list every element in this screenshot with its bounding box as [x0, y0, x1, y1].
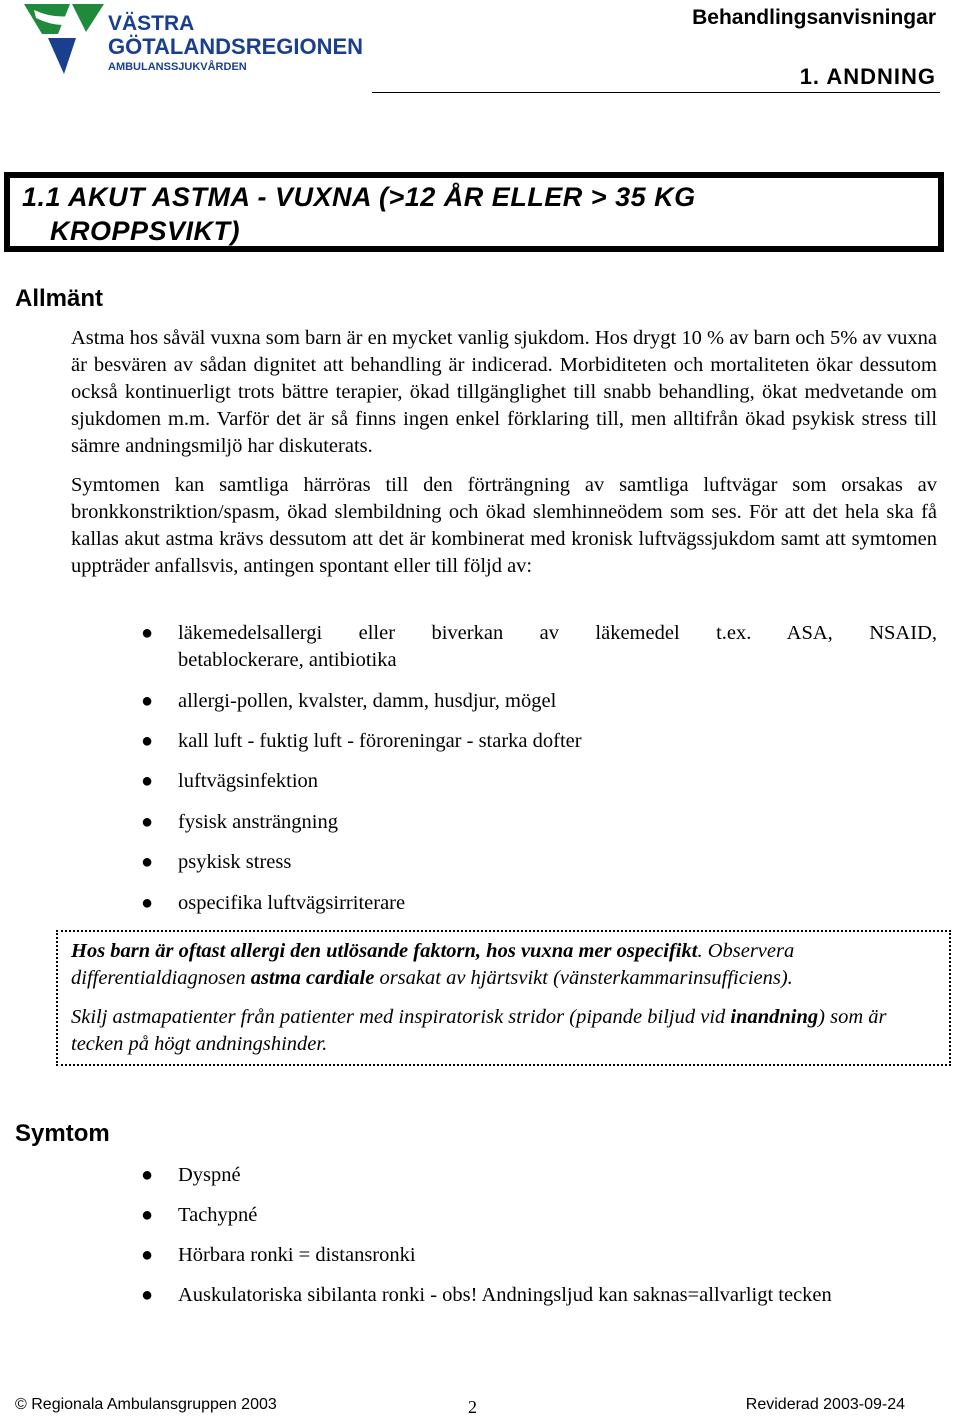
section-title-line2: KROPPSVIKT)	[50, 216, 241, 246]
list-item	[71, 1162, 937, 1189]
allmant-paragraph-2: Symtomen kan samtliga härröras till den förträngning av samtliga luftvägar som orsakas av bronkkonstriktion/spasm, ökad slembildning och ökad slemhinneödem som ses. För att det hela ska få kallas akut astma krävs dessutom att det är kombinerat med kronisk luftvägssjukdom samt att symtomen uppträder anfallsvis, antingen spontant eller till följd av:	[71, 474, 937, 577]
trigger-item: allergi-pollen, kvalster, damm, husdjur, mögel	[178, 690, 557, 712]
bullet-icon: ●	[141, 851, 154, 873]
bullet-icon: ●	[141, 622, 154, 644]
notice-text-span: Skilj astmapatienter från patienter med inspiratorisk stridor (pipande biljud vid	[71, 1006, 731, 1028]
notice-paragraph-1	[71, 938, 941, 992]
bullet-icon: ●	[141, 811, 154, 833]
symptom-item: Tachypné	[178, 1204, 258, 1226]
heading-allmant: Allmänt	[15, 285, 104, 312]
list-item	[71, 620, 937, 674]
chapter-label: 1. ANDNING	[799, 64, 936, 89]
symptom-list	[71, 1162, 937, 1309]
allmant-paragraph-1: Astma hos såväl vuxna som barn är en mycket vanlig sjukdom. Hos drygt 10 % av barn och 5% av vuxna är besvären av sådan dignitet att behandling är indicerad. Morbiditeten och mortaliteten ökar dessutom också kontinuerligt trots bättre terapier, ökad tillgänglighet till snabb behandling, ökat medvetande om sjukdomen m.m. Varför det är så finns ingen enkel förklaring till, men alltifrån ökad psykisk stress till sämre andningsmiljö har diskuterats.	[71, 327, 937, 457]
list-item	[71, 849, 937, 876]
section-title-line1: 1.1 AKUT ASTMA - VUXNA (>12 ÅR ELLER > 35 KG	[22, 182, 696, 212]
bullet-icon: ●	[141, 1204, 154, 1226]
list-item	[71, 890, 937, 917]
trigger-first-line: läkemedelsallergi eller biverkan av läkemedel t.ex. ASA, NSAID,	[178, 622, 937, 644]
trigger-first-continuation: betablockerare, antibiotika	[178, 649, 397, 671]
list-item	[71, 1242, 937, 1269]
notice-text-span: ) som är tecken på högt andningshinder.	[71, 1006, 887, 1055]
notice-paragraph-2	[71, 1004, 941, 1058]
list-item	[71, 1282, 937, 1309]
notice-text	[71, 938, 941, 1058]
header-divider	[372, 92, 940, 93]
logo-line2: GÖTALANDSREGIONEN	[108, 34, 364, 59]
bullet-icon: ●	[141, 1244, 154, 1266]
vastra-gotalandsregionen-logo	[24, 4, 364, 78]
footer-page-number: 2	[468, 1397, 477, 1417]
logo-line3: AMBULANSSJUKVÅRDEN	[108, 61, 247, 73]
trigger-item: fysisk ansträngning	[178, 811, 338, 833]
list-item	[71, 768, 937, 795]
trigger-item: ospecifika luftvägsirriterare	[178, 892, 406, 914]
notice-text-span: orsakat av hjärtsvikt (vänsterkammarinsufficiens).	[374, 967, 793, 989]
trigger-item: kall luft - fuktig luft - föroreningar - starka dofter	[178, 730, 582, 752]
heading-symtom: Symtom	[15, 1120, 110, 1147]
symptom-item: Auskulatoriska sibilanta ronki - obs! Andningsljud kan saknas=allvarligt tecken	[178, 1284, 832, 1306]
bullet-icon: ●	[141, 1164, 154, 1186]
list-item	[71, 728, 937, 755]
document-title: Behandlingsanvisningar	[692, 6, 936, 29]
list-item	[71, 688, 937, 715]
logo-blue-shape	[48, 38, 76, 74]
trigger-item: luftvägsinfektion	[178, 770, 319, 792]
list-item	[71, 1202, 937, 1229]
symptom-item: Hörbara ronki = distansronki	[178, 1244, 416, 1266]
logo-line1: VÄSTRA	[108, 12, 195, 35]
bullet-icon: ●	[141, 1284, 154, 1306]
symptom-item: Dyspné	[178, 1164, 241, 1186]
footer-copyright: © Regionala Ambulansgruppen 2003	[15, 1396, 277, 1413]
notice-text-span: . Observera differentialdiagnosen	[71, 940, 795, 989]
notice-emphasis: Hos barn är oftast allergi den utlösande faktorn, hos vuxna mer ospecifikt	[71, 940, 698, 962]
bullet-icon: ●	[141, 730, 154, 752]
trigger-list	[71, 620, 937, 917]
notice-emphasis-inandning: inandning	[730, 1006, 819, 1028]
bullet-icon: ●	[141, 892, 154, 914]
section-title	[22, 180, 922, 248]
notice-emphasis-astma-cardiale: astma cardiale	[250, 967, 375, 989]
footer-revised: Reviderad 2003-09-24	[745, 1396, 905, 1413]
trigger-item: psykisk stress	[178, 851, 292, 873]
bullet-icon: ●	[141, 690, 154, 712]
bullet-icon: ●	[141, 770, 154, 792]
list-item	[71, 809, 937, 836]
